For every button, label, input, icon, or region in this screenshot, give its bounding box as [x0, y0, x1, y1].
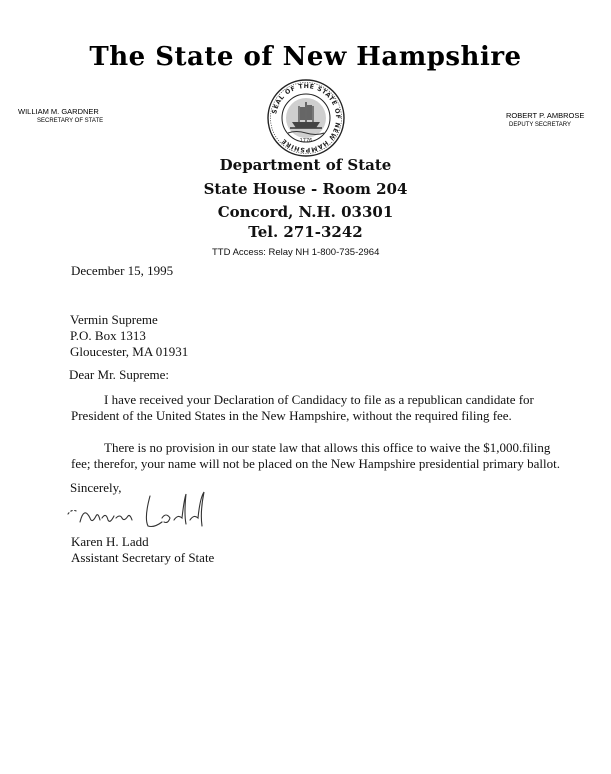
deputy-block	[506, 111, 606, 130]
secretary-block	[18, 107, 158, 126]
letterhead-title: The State of New Hampshire	[89, 42, 522, 72]
department-phone: Tel. 271-3242	[248, 223, 363, 241]
secretary-title: SECRETARY OF STATE	[37, 118, 104, 124]
deputy-title: DEPUTY SECRETARY	[509, 122, 572, 128]
state-seal-icon	[266, 78, 346, 158]
body-paragraph: I have received your Declaration of Candidacy to file as a republican candidate for President of the United States in the New Hampshire, without the required filing fee.	[71, 392, 534, 423]
department-name: Department of State	[219, 156, 392, 174]
secretary-name: WILLIAM M. GARDNER	[18, 107, 99, 116]
department-city: Concord, N.H. 03301	[217, 203, 394, 221]
signer-title: Assistant Secretary of State	[71, 550, 215, 565]
seal-year: 1776	[299, 138, 313, 144]
recipient-name: Vermin Supreme	[70, 312, 158, 327]
deputy-name: ROBERT P. AMBROSE	[506, 111, 585, 120]
ttd-access: TTD Access: Relay NH 1-800-735-2964	[212, 247, 380, 258]
closing: Sincerely,	[70, 480, 122, 495]
salutation: Dear Mr. Supreme:	[69, 367, 170, 382]
recipient-city: Gloucester, MA 01931	[70, 344, 189, 359]
signer-name: Karen H. Ladd	[71, 534, 149, 549]
body-paragraph: There is no provision in our state law that allows this office to waive the $1,000.filing fee; therefor, your name will not be placed on the New Hampshire presidential primary ballot.	[71, 440, 560, 471]
department-building: State House - Room 204	[203, 180, 408, 198]
recipient-po-box: P.O. Box 1313	[70, 328, 146, 343]
seal-text: SEAL OF THE STATE OF NEW HAMPSHIRE	[271, 82, 342, 154]
letter-date: December 15, 1995	[71, 263, 174, 278]
signature	[58, 488, 228, 534]
